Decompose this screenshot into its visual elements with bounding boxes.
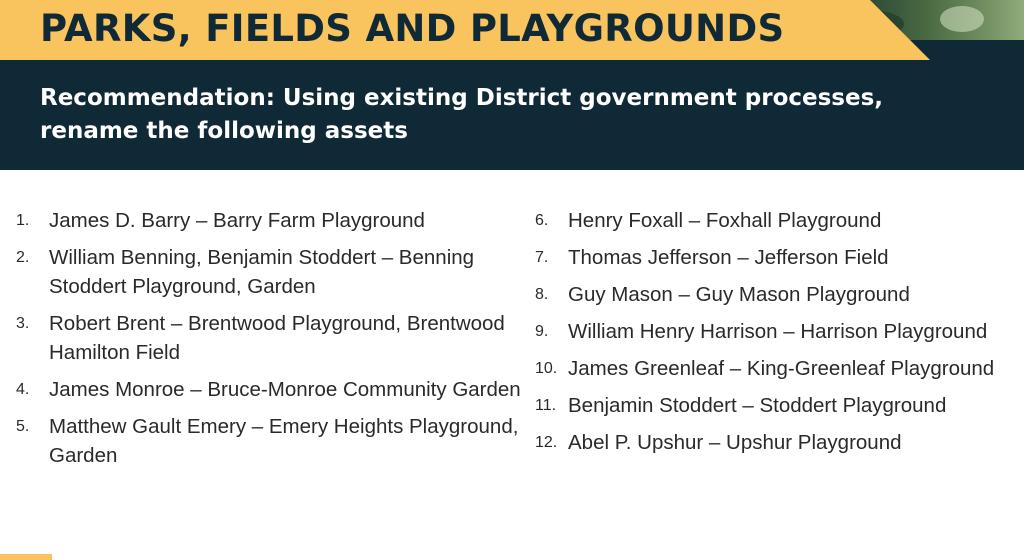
list-item bbox=[535, 354, 1020, 383]
item-text: Abel P. Upshur – Upshur Playground bbox=[568, 431, 902, 454]
item-number: 4. bbox=[16, 381, 30, 398]
item-number: 3. bbox=[16, 315, 30, 332]
item-number: 7. bbox=[535, 249, 549, 266]
item-text: James Monroe – Bruce-Monroe Community Garden bbox=[49, 378, 521, 401]
asset-list-left bbox=[16, 206, 521, 478]
list-item bbox=[535, 317, 1020, 346]
item-text: Guy Mason – Guy Mason Playground bbox=[568, 283, 910, 306]
list-item bbox=[535, 243, 1020, 272]
item-text: James Greenleaf – King-Greenleaf Playground bbox=[568, 357, 995, 380]
list-item bbox=[16, 375, 521, 404]
item-number: 6. bbox=[535, 212, 549, 229]
item-text: James D. Barry – Barry Farm Playground bbox=[49, 209, 425, 232]
recommendation-text bbox=[40, 82, 940, 148]
accent-bar bbox=[0, 554, 52, 560]
item-number: 10. bbox=[535, 360, 558, 377]
item-text: Benjamin Stoddert – Stoddert Playground bbox=[568, 394, 947, 417]
header-panel bbox=[0, 0, 1024, 170]
list-item bbox=[535, 206, 1020, 235]
page-title: PARKS, FIELDS AND PLAYGROUNDS bbox=[40, 7, 785, 50]
item-number: 8. bbox=[535, 286, 549, 303]
list-item bbox=[16, 206, 521, 235]
list-item bbox=[16, 412, 521, 470]
item-number: 9. bbox=[535, 323, 549, 340]
item-number: 2. bbox=[16, 249, 30, 266]
item-number: 11. bbox=[535, 397, 557, 414]
item-number: 1. bbox=[16, 212, 30, 229]
item-text: Henry Foxall – Foxhall Playground bbox=[568, 209, 882, 232]
recommendation-body: Using existing District government processes, rename the following assets bbox=[40, 85, 884, 144]
list-item bbox=[16, 309, 521, 367]
item-text: Thomas Jefferson – Jefferson Field bbox=[568, 246, 889, 269]
item-text: William Henry Harrison – Harrison Playground bbox=[568, 320, 988, 343]
item-text: Matthew Gault Emery – Emery Heights Playground, Garden bbox=[49, 415, 519, 467]
foliage-highlight bbox=[940, 6, 984, 32]
item-text: William Benning, Benjamin Stoddert – Benning Stoddert Playground, Garden bbox=[49, 246, 475, 298]
list-item bbox=[535, 280, 1020, 309]
item-number: 5. bbox=[16, 418, 30, 435]
item-text: Robert Brent – Brentwood Playground, Brentwood Hamilton Field bbox=[49, 312, 505, 364]
recommendation-label: Recommendation: bbox=[40, 85, 275, 111]
list-item bbox=[16, 243, 521, 301]
item-number: 12. bbox=[535, 434, 558, 451]
list-item bbox=[535, 428, 1020, 457]
asset-list-right bbox=[535, 206, 1020, 465]
list-item bbox=[535, 391, 1020, 420]
